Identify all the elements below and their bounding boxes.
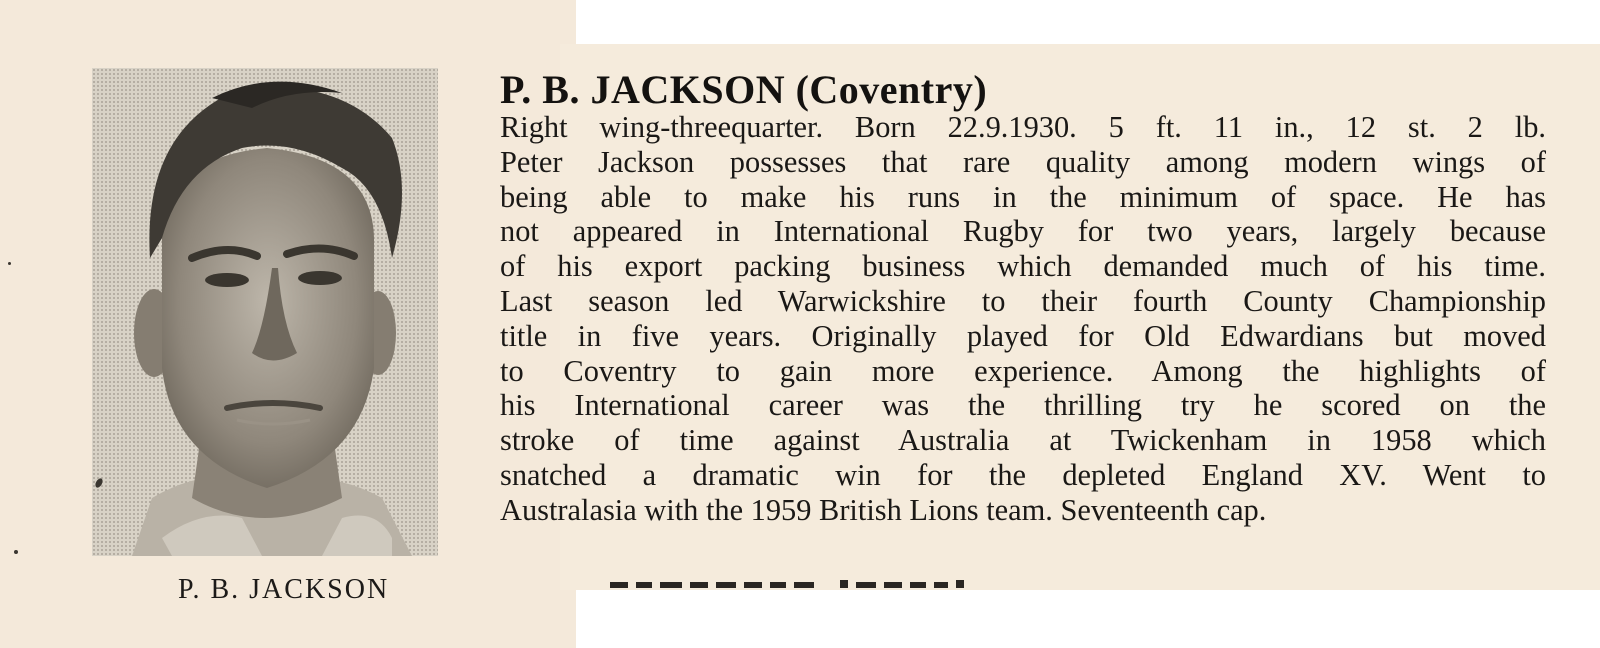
biography-line: of his export packing business which demanded much of his time. <box>500 249 1546 284</box>
biography-line: being able to make his runs in the minimum of space. He has <box>500 179 1546 214</box>
biography-line: Last season led Warwickshire to their fourth County Championship <box>500 283 1546 318</box>
biography-line: his International career was the thrilling try he scored on the <box>500 388 1546 423</box>
biography-line: title in five years. Originally played for Old Edwardians but moved <box>500 318 1546 353</box>
player-heading: P. B. JACKSON (Coventry) <box>500 67 988 112</box>
biography-line: Peter Jackson possesses that rare quality among modern wings of <box>500 144 1546 179</box>
cut-off-glyph-tops <box>580 572 1000 592</box>
cut-off-next-heading <box>580 572 1000 592</box>
biography-line: Right wing-threequarter. Born 22.9.1930. 5 ft. 11 in., 12 st. 2 lb. <box>500 110 1546 144</box>
photo-caption: P. B. JACKSON <box>178 574 390 605</box>
player-biography <box>500 110 1546 528</box>
player-portrait-photo <box>92 68 438 556</box>
paper-speck <box>14 550 18 554</box>
biography-line: not appeared in International Rugby for two years, largely because <box>500 214 1546 249</box>
biography-line: Australasia with the 1959 British Lions team. Seventeenth cap. <box>500 492 1267 527</box>
portrait-image <box>92 68 438 556</box>
biography-line: snatched a dramatic win for the depleted England XV. Went to <box>500 457 1546 492</box>
paper-speck <box>8 262 11 265</box>
biography-line: to Coventry to gain more experience. Among the highlights of <box>500 353 1546 388</box>
biography-line: stroke of time against Australia at Twickenham in 1958 which <box>500 423 1546 458</box>
